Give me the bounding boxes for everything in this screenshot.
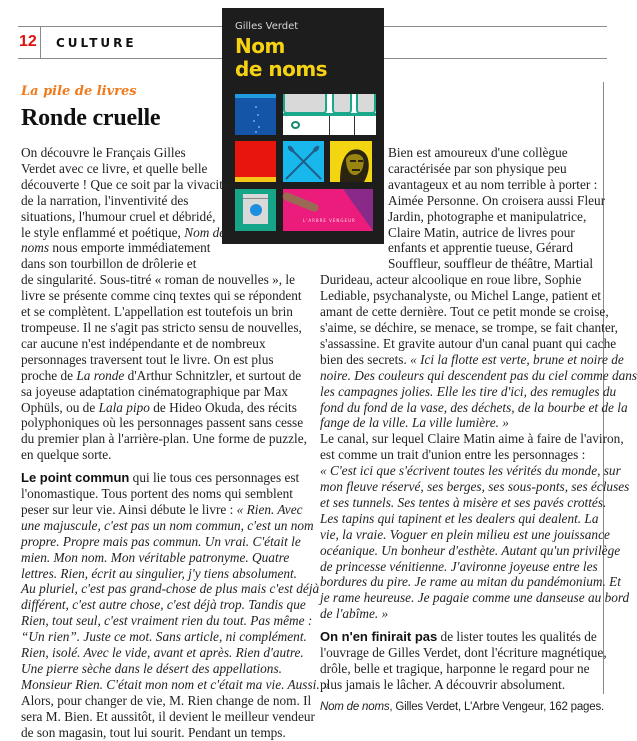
quote-line: mon fleuve réservé, ses berges, ses sous-ponts, ses écluses <box>320 479 630 495</box>
quote-line: Au pluriel, c'est pas grand-chose de plus mais c'est déjà <box>21 581 320 597</box>
text-line: Jardin, photographe et manipulatrice, <box>388 208 587 224</box>
cover-title-line-1: Nom <box>235 34 285 58</box>
text-line: car aucune n'est indépendante et de nombreux <box>21 335 266 351</box>
text-line <box>21 502 330 518</box>
text-line: Aimée Personne. On croisera aussi Fleur <box>388 192 606 208</box>
book-title-ref: Nom de <box>184 224 226 240</box>
text-line: Lediable, psychanalyste, ou Michel Lange, patient et <box>320 288 601 304</box>
paragraph-lead-in: On n'en finirait pas <box>320 629 438 645</box>
text-line: l'onomastique. Tous portent des noms qui semblent <box>21 486 293 502</box>
paragraph-common-point <box>21 470 330 740</box>
text-run: peser sur leur vie. Ainsi débute le livre : <box>21 501 237 517</box>
text-line: est comme un trait d'union entre les personnages : <box>320 447 586 463</box>
text-run: de Hideo Okuda, des récits <box>149 399 297 415</box>
quote-run: « Ici la flotte est verte, brune et noire de <box>410 351 624 367</box>
text-line <box>21 470 330 486</box>
quote-line: noire. Des couleurs qui descendent pas du ciel comme dans <box>320 367 637 383</box>
text-line: drôle, belle et tragique, harponne le regard pour ne <box>320 661 590 676</box>
quote-line: Rien, tout seul, c'est vraiment rien du tout. Pas même : <box>21 613 313 629</box>
text-run: Ophüls, ou de <box>21 399 99 415</box>
text-line: Le canal, sur lequel Claire Matin aime à faire de l'aviron, <box>320 431 624 447</box>
text-line: s'assassine. Et gravite autour d'un canal puant qui cache <box>320 335 617 351</box>
credits-book-title: Nom de noms <box>320 700 390 713</box>
quote-line: “Un rien”. Juste ce mot. Sans article, ni complément. <box>21 629 307 645</box>
text-run: d'Arthur Schnitzler, et surtout de <box>124 367 302 383</box>
text-line: dans son tourbillon de drôlerie et <box>21 256 197 272</box>
quote-line: une majuscule, c'est pas un nom commun, c'est un nom <box>21 517 314 533</box>
section-label: CULTURE <box>56 36 137 50</box>
text-line: en quelque sorte. <box>21 447 112 463</box>
book-credits <box>320 700 637 716</box>
text-run: qui lie tous ces personnages est <box>129 470 300 486</box>
text-line: sera M. Bien. Et aussitôt, il devient le meilleur vendeur <box>21 708 315 724</box>
text-line <box>21 225 330 241</box>
quote-line: océanique. Un bonheur d'esthète. Autant qu'un privilège <box>320 542 621 558</box>
cover-tile-metro-train <box>283 94 376 135</box>
header-divider <box>40 26 41 58</box>
text-line: Souffleur, souffleur de théâtre, Martial <box>388 256 594 272</box>
text-line: Claire Matin, autrice de livres pour <box>388 224 575 240</box>
quote-line: mien. Mon nom. Mon véritable patronyme. Quatre <box>21 549 290 565</box>
text-line <box>21 240 330 256</box>
text-line: avantageux et au nom terrible à porter : <box>388 176 598 192</box>
credits-details: , Gilles Verdet, L'Arbre Vengeur, 162 pages. <box>389 700 604 713</box>
cover-title <box>235 35 327 81</box>
text-line: Durideau, acteur alcoolique en roue libre, Sophie <box>320 272 582 288</box>
paragraph-intro <box>21 145 330 463</box>
quote-line: Les tapins qui tapinent et les dealers qui dealent. La <box>320 510 599 526</box>
quote-line: fange de la ville. La ville lumière. » <box>320 415 509 431</box>
text-line: situations, l'humour cruel et débridé, <box>21 208 216 224</box>
quote-line: de princesse vénitienne. J'avironne joyeuse entre les <box>320 558 598 574</box>
text-line <box>320 629 637 645</box>
text-line: Alors, pour changer de vie, M. Rien change de nom. Il <box>21 692 312 708</box>
text-line <box>21 400 330 416</box>
quote-line: et ses tunnels. Ses tentes à misère et ses pavés crottés. <box>320 494 607 510</box>
quote-line: lettres. Rien, écrit au singulier, j'y tiens absolument. <box>21 565 298 581</box>
metro-logo-icon <box>291 121 300 129</box>
quote-line: bordures du pire. Je rame au mitan du pandémonium. Et <box>320 574 621 590</box>
quote-run: « Rien. Avec <box>236 501 303 517</box>
quote-line: les campagnes jolies. Elle les tire d'ici, des remugles du <box>320 383 617 399</box>
paragraph-characters <box>320 145 637 622</box>
cover-publisher: L'ARBRE VENGEUR <box>303 218 356 223</box>
article-column-right <box>320 145 637 716</box>
text-line: s'aime, se déchire, se menace, se trompe, se fait chanter, <box>320 319 618 335</box>
text-run: nous emporte immédiatement <box>49 240 211 256</box>
cover-title-line-2: de noms <box>235 57 328 81</box>
text-line: Bien est amoureux d'une collègue <box>388 145 568 160</box>
text-run: proche de <box>21 367 77 383</box>
quote-line: propre. Propre mais pas commun. Un vrai. C'était le <box>21 533 301 549</box>
text-line <box>320 352 637 368</box>
quote-line: Monsieur Rien. C'était mon nom et c'était ma vie. Aussi. » <box>21 676 330 692</box>
quote-line: je rame heureuse. Je pagaie comme une danseuse au bord <box>320 590 630 606</box>
quote-line: de l'abîme. » <box>320 606 389 622</box>
text-run: le style enflammé et poétique, <box>21 224 185 240</box>
article-kicker: La pile de livres <box>21 84 137 99</box>
work-title-ref: La ronde <box>76 367 125 383</box>
text-line: de son magasin, tout lui sourit. Pendant un temps. <box>21 724 286 740</box>
text-line: plus jamais le lâcher. A découvrir absolument. <box>320 676 566 692</box>
text-line: polyphoniques où les personnages passent sans cesse <box>21 415 304 431</box>
text-line: On découvre le Français Gilles <box>21 145 186 160</box>
work-title-ref: Lala pipo <box>98 399 150 415</box>
paragraph-lead-in: Le point commun <box>21 470 130 486</box>
text-line <box>21 368 330 384</box>
text-line: et se complètent. L'appellation est toutefois un brin <box>21 304 293 320</box>
text-line: sa joyeuse adaptation cinématographique par Max <box>21 383 288 399</box>
quote-line: vie, la vraie. Voguer en plein milieu est une jouissance <box>320 526 610 542</box>
cover-tile-water <box>235 94 276 135</box>
text-line: Verdet avec ce livre, et quelle belle <box>21 160 208 176</box>
text-line: l'ouvrage de Gilles Verdet, dont l'écriture magnétique, <box>320 645 607 661</box>
article-headline: Ronde cruelle <box>21 105 161 131</box>
paragraph-conclusion <box>320 629 637 693</box>
text-line: amant de cette dernière. Tout ce petit monde se croise, <box>320 304 609 320</box>
quote-line: « C'est ici que s'écrivent toutes les vérités du monde, sur <box>320 463 621 479</box>
text-line: livre se présente comme cinq textes qui se répondent <box>21 288 302 304</box>
text-line: de singularité. Sous-titré « roman de nouvelles », le <box>21 272 296 288</box>
book-title-ref: noms <box>21 240 50 256</box>
article-column-left <box>21 145 330 741</box>
text-line: caractérisée par son physique peu <box>388 160 567 176</box>
quote-line: Une pierre sèche dans le désert des appellations. <box>21 661 282 676</box>
text-run: bien des secrets. <box>320 351 411 367</box>
text-line: trompeuse. Il ne s'agit pas stricto sensu de nouvelles, <box>21 319 302 335</box>
text-line: du premier plan à l'arrière-plan. Une forme de puzzle, <box>21 431 307 447</box>
quote-line: Rien, isolé. Avec le vide, avant et après. Rien d'autre. <box>21 645 304 661</box>
text-line: enfants et apprentie tueuse, Gérard <box>388 240 573 256</box>
text-line: personnages traversent tout le livre. On est plus <box>21 351 274 367</box>
cover-author: Gilles Verdet <box>235 21 299 32</box>
quote-line: différent, c'est autre chose, c'est déjà trop. Tandis que <box>21 597 306 613</box>
text-line: découverte ! Que ce soit par la vivacité <box>21 176 229 192</box>
page-number: 12 <box>19 33 37 50</box>
text-line: de la narration, l'inventivité des <box>21 192 189 208</box>
quote-line: fond du fond de la vase, des déchets, de la bourbe et de la <box>320 399 628 415</box>
text-run: de lister toutes les qualités de <box>437 629 597 645</box>
